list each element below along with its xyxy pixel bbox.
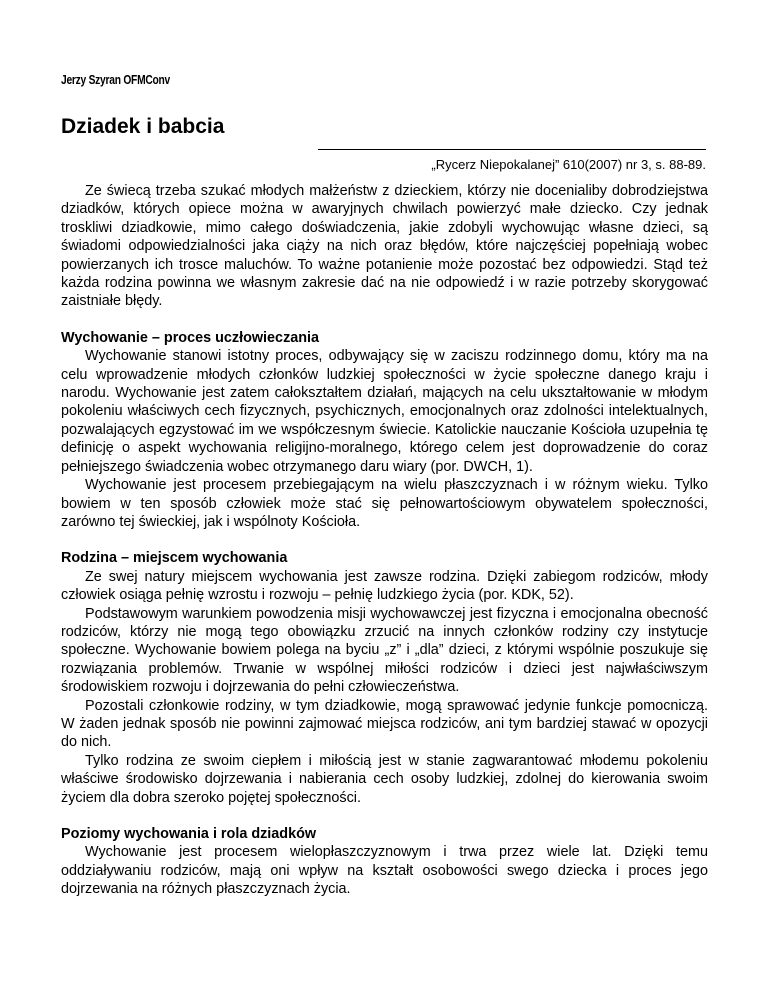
section-heading: Rodzina – miejscem wychowania (61, 550, 288, 567)
intro-paragraph: Ze świecą trzeba szukać młodych małżeństw z dzieckiem, którzy nie docenialiby dobrodziejstwa dziadków, których opiece można w awaryjnych chwilach powierzyć małe dziecko. Czy jednak troskliwi dziadkowie, mimo całego doświadczenia, jakie zdobyli wychowując własne dzieci, są świadomi odpowiedzialności jaka ciąży na nich oraz błędów, które najczęściej popełniają wobec powierzanych ich trosce maluchów. To ważne potanienie może pozostać bez odpowiedzi. Stąd też każda rodzina powinna we własnym zakresie dać na nie odpowiedź i w razie potrzeby skorygować zaistniałe błędy. (61, 183, 708, 310)
title-divider (318, 149, 706, 150)
article-body (61, 182, 708, 899)
paragraph: Tylko rodzina ze swoim ciepłem i miłością jest w stanie zagwarantować młodemu pokoleniu właściwe środowisko dojrzewania i nabierania cech osoby ludzkiej, zdolnej do kierowania swoim życiem dla dobra szeroko pojętej społeczności. (61, 752, 708, 806)
paragraph: Wychowanie jest procesem wielopłaszczyznowym i trwa przez wiele lat. Dzięki temu oddziaływaniu rodziców, mają oni wpływ na kształt osobowości swego dziecka i proces jego dojrzewania na różnych płaszczyznach życia. (61, 844, 708, 898)
paragraph: Pozostali członkowie rodziny, w tym dziadkowie, mogą sprawować jedynie funkcje pomocniczą. W żaden jednak sposób nie powinni zajmować miejsca rodziców, ani tym bardziej stawać w opozycji do nich. (61, 697, 708, 751)
article-title: Dziadek i babcia (61, 115, 225, 138)
paragraph: Wychowanie stanowi istotny proces, odbywający się w zaciszu rodzinnego domu, który ma na celu wprowadzenie młodych członków ludzkiej społeczności w życie społeczne danego kraju i narodu. Wychowanie jest zatem całokształtem działań, mających na celu ukształtowanie w młodym pokoleniu właściwych cech fizycznych, psychicznych, emocjonalnych oraz zdolności intelektualnych, pozwalających egzystować im we współczesnym świecie. Katolickie nauczanie Kościoła uzupełnia tę definicję o aspekt wychowania religijno-moralnego, którego celem jest doprowadzenie do coraz pełniejszego świadczenia wobec otrzymanego daru wiary (por. DWCH, 1). (61, 348, 708, 475)
paragraph: Ze swej natury miejscem wychowania jest zawsze rodzina. Dzięki zabiegom rodziców, młody człowiek osiąga pełnię wzrostu i rozwoju – pełnię ludzkiego życia (por. KDK, 52). (61, 568, 708, 604)
paragraph: Podstawowym warunkiem powodzenia misji wychowawczej jest fizyczna i emocjonalna obecność rodziców, którzy nie mogą tego obowiązku zrzucić na innych członków rodziny czy instytucje społeczne. Wychowanie bowiem polega na byciu „z” i „dla” dzieci, z którymi wspólnie poszukuje się rozwiązania problemów. Trwanie w wspólnej miłości rodziców i dzieci jest najwłaściwszym środowiskiem rozwoju i dojrzewania do pełni człowieczeństwa. (61, 605, 708, 696)
section-heading: Poziomy wychowania i rola dziadków (61, 826, 317, 842)
author-name: Jerzy Szyran OFMConv (61, 73, 171, 87)
section-heading: Wychowanie – proces uczłowieczania (61, 329, 320, 346)
source-citation: „Rycerz Niepokalanej” 610(2007) nr 3, s. 88-89. (431, 157, 706, 172)
paragraph: Wychowanie jest procesem przebiegającym na wielu płaszczyznach i w różnym wieku. Tylko bowiem w ten sposób człowiek może stać się pełnowartościowym obywatelem społeczności, zarówno tej świeckiej, jak i wspólnoty Kościoła. (61, 477, 708, 530)
